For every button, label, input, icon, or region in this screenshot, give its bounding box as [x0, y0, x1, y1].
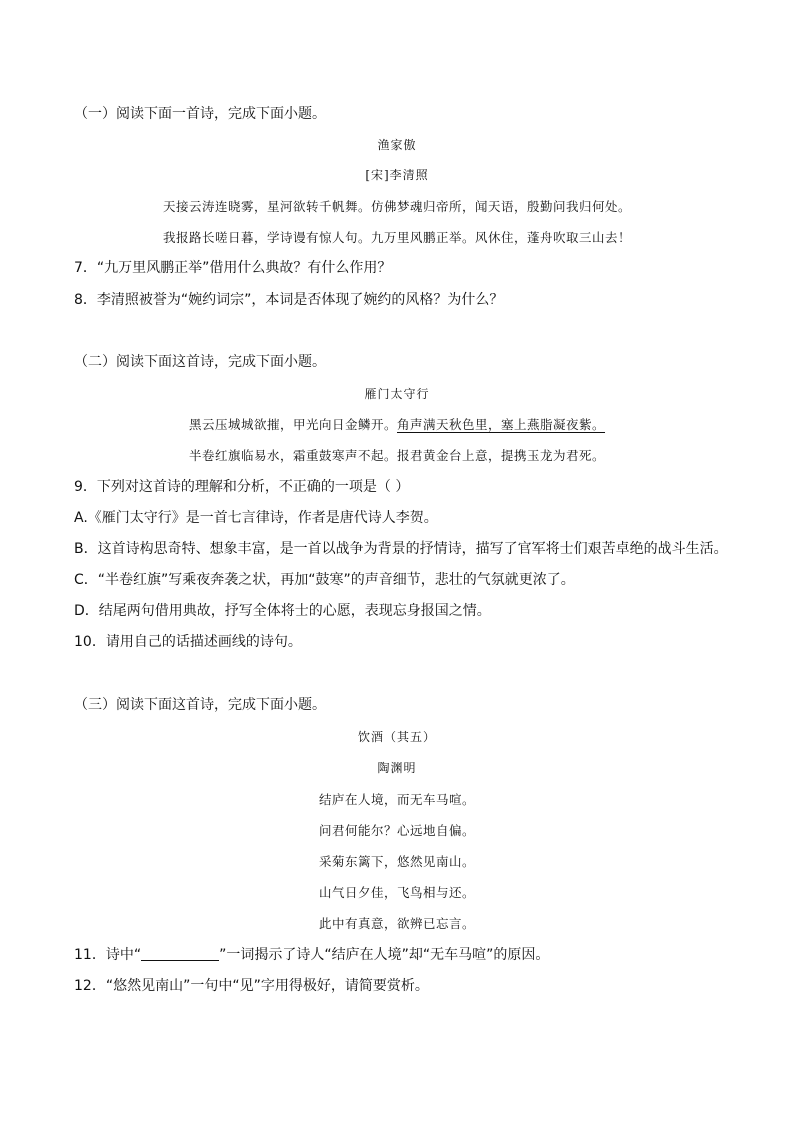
section3-poem-line-1: 结庐在人境，而无车马喧。 [318, 792, 475, 807]
answer-blank[interactable] [141, 946, 219, 961]
section1-poem-title: 渔家傲 [377, 138, 417, 152]
section3-poem-line-3: 采菊东篱下，悠然见南山。 [318, 854, 475, 869]
section2-line1-plain: 黑云压城城欲摧，甲光向日金鳞开。 [188, 417, 397, 432]
section2-poem-line-1 [0, 415, 794, 433]
question-11-before: 11．诗中“ [74, 947, 142, 963]
section1-heading: （一）阅读下面一首诗，完成下面小题。 [74, 106, 326, 122]
question-10: 10．请用自己的话描述画线的诗句。 [74, 634, 302, 650]
question-8: 8．李清照被誉为“婉约词宗”，本词是否体现了婉约的风格？为什么？ [74, 292, 504, 308]
option-d: D．结尾两句借用典故，抒写全体将士的心愿，表现忘身报国之情。 [74, 603, 491, 619]
question-11 [74, 945, 549, 965]
section2-heading: （二）阅读下面这首诗，完成下面小题。 [74, 354, 326, 370]
section3-poem-author: 陶渊明 [377, 761, 417, 775]
section3-poem-title: 饮酒（其五） [357, 730, 436, 744]
section3-poem-line-4: 山气日夕佳，飞鸟相与还。 [318, 885, 475, 900]
section3-heading: （三）阅读下面这首诗，完成下面小题。 [74, 697, 326, 713]
section1-poem-line-2: 我报路长嗟日暮，学诗谩有惊人句。九万里风鹏正举。风休住，蓬舟吹取三山去！ [162, 230, 631, 245]
option-a: A.《雁门太守行》是一首七言律诗，作者是唐代诗人李贺。 [74, 510, 438, 526]
section1-poem-line-1: 天接云涛连晓雾，星河欲转千帆舞。仿佛梦魂归帝所，闻天语，殷勤问我归何处。 [162, 199, 631, 214]
section2-poem-line-2: 半卷红旗临易水，霜重鼓寒声不起。报君黄金台上意，提携玉龙为君死。 [188, 448, 605, 463]
question-7: 7．“九万里风鹏正举”借用什么典故？有什么作用？ [74, 260, 392, 276]
section2-line1-underlined: 角声满天秋色里，塞上燕脂凝夜紫。 [397, 417, 606, 432]
section3-poem-line-5: 此中有真意，欲辨已忘言。 [318, 916, 475, 931]
question-9: 9．下列对这首诗的理解和分析，不正确的一项是（ ） [74, 479, 410, 495]
question-11-after: ”一词揭示了诗人“结庐在人境”却“无车马喧”的原因。 [219, 947, 550, 963]
section2-poem-title: 雁门太守行 [364, 387, 430, 401]
option-c: C．“半卷红旗”写乘夜奔袭之状，再加“鼓寒”的声音细节，悲壮的气氛就更浓了。 [74, 572, 575, 588]
question-12: 12．“悠然见南山”一句中“见”字用得极好，请简要赏析。 [74, 978, 429, 994]
option-b: B．这首诗构思奇特、想象丰富，是一首以战争为背景的抒情诗，描写了官军将士们艰苦卓绝的战斗生活。 [74, 541, 728, 557]
section3-poem-line-2: 问君何能尔？心远地自偏。 [318, 823, 475, 838]
section1-poem-author: [宋]李清照 [365, 168, 429, 182]
